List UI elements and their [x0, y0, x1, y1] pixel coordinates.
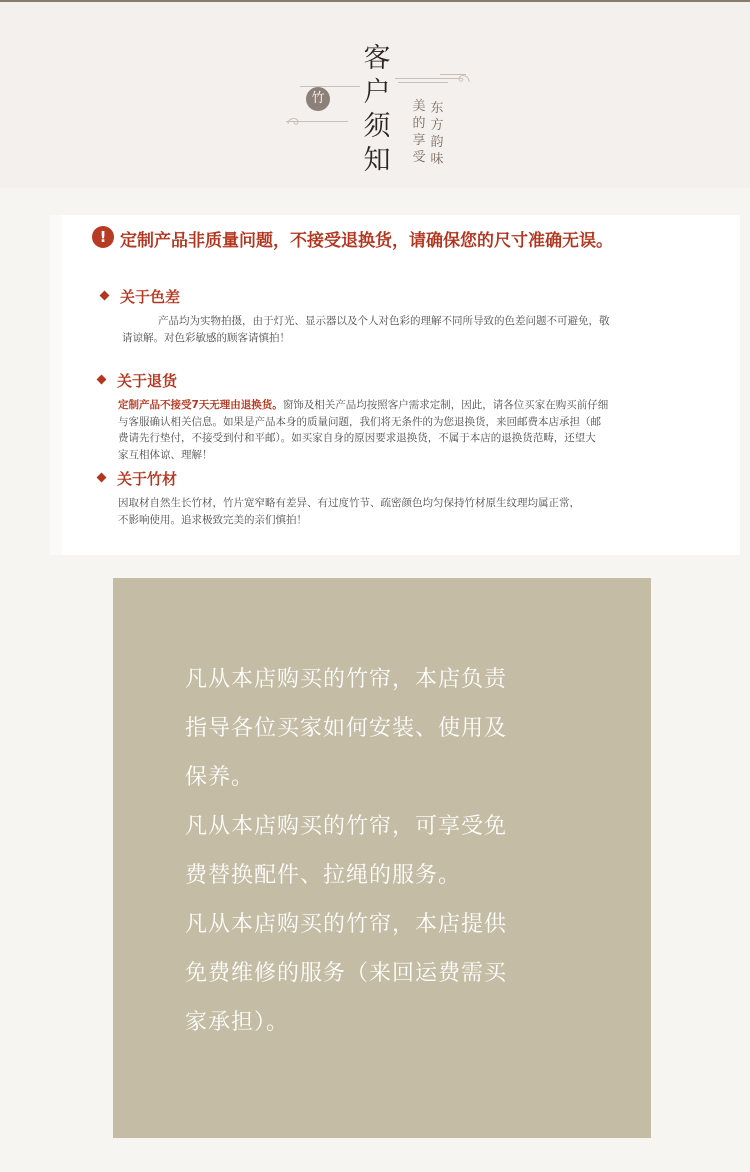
subtitle-column-2 — [429, 100, 445, 168]
text-line: 费请先行垫付，不接受到付和平邮）。如买家自身的原因要求退换货，不属于本店的退换货范畴，还望大 — [118, 432, 596, 444]
notice-panel-edge — [50, 215, 62, 555]
returns-highlight: 定制产品不接受7天无理由退换货。 — [118, 399, 283, 411]
subtitle-char: 韵 — [430, 135, 444, 150]
title-char: 知 — [363, 145, 391, 176]
page-title — [362, 42, 392, 178]
section-title-color: 关于色差 — [120, 288, 181, 306]
section-body-returns — [118, 397, 708, 463]
title-char: 客 — [363, 43, 391, 74]
subtitle-char: 味 — [430, 152, 444, 167]
cloud-line-left-1 — [300, 86, 360, 87]
service-line: 保养。 — [185, 765, 255, 790]
text-line: 因取材自然生长竹材，竹片宽窄略有差异、有过度竹节、疏密颜色均匀保持竹材原生纹理均属正常， — [118, 497, 580, 509]
cloud-swirl-icon — [286, 114, 312, 128]
section-body-bamboo — [118, 495, 708, 528]
service-line: 凡从本店购买的竹帘，本店负责 — [185, 667, 508, 692]
service-line: 免费维修的服务（来回运费需买 — [185, 961, 508, 986]
service-line: 凡从本店购买的竹帘，可享受免 — [185, 814, 508, 839]
service-line: 指导各位买家如何安装、使用及 — [185, 716, 508, 741]
cloud-line-right-2 — [398, 82, 448, 83]
section-body-color — [122, 313, 682, 346]
subtitle-char: 方 — [430, 118, 444, 133]
text-line: 产品均为实物拍摄，由于灯光、显示器以及个人对色彩的理解不同所导致的色差问题不可避免，敬 — [158, 315, 610, 327]
subtitle-char: 东 — [430, 101, 444, 116]
alert-icon: ! — [92, 226, 114, 248]
title-char: 户 — [363, 77, 391, 108]
subtitle-char: 受 — [412, 150, 426, 165]
text-line: 与客服确认相关信息。如果是产品本身的质量问题，我们将无条件的为您退换货，来回邮费本店承担（邮 — [118, 415, 601, 428]
text-line-rest: 窗饰及相关产品均按照客户需求定制，因此，请各位买家在购买前仔细 — [282, 399, 609, 411]
alert-text: 定制产品非质量问题，不接受退换货，请确保您的尺寸准确无误。 — [120, 231, 613, 251]
section-title-returns: 关于退货 — [117, 372, 178, 390]
service-text — [185, 655, 585, 1047]
service-line: 费替换配件、拉绳的服务。 — [185, 863, 462, 888]
text-line: 请谅解。对色彩敏感的顾客请慎拍！ — [122, 331, 290, 344]
text-line: 不影响使用。追求极致完美的亲们慎拍！ — [118, 513, 307, 526]
title-char: 须 — [363, 111, 391, 142]
subtitle-char: 享 — [412, 133, 426, 148]
subtitle-column-1 — [411, 98, 427, 166]
bamboo-badge: 竹 — [306, 87, 330, 111]
service-line: 家承担）。 — [185, 1010, 290, 1035]
text-line: 家互相体谅、理解！ — [118, 448, 213, 461]
service-line: 凡从本店购买的竹帘，本店提供 — [185, 912, 508, 937]
cloud-swirl-icon — [445, 70, 471, 86]
subtitle-char: 美 — [412, 99, 426, 114]
text-line — [118, 397, 708, 414]
subtitle-char: 的 — [412, 116, 426, 131]
section-title-bamboo: 关于竹材 — [117, 470, 178, 488]
